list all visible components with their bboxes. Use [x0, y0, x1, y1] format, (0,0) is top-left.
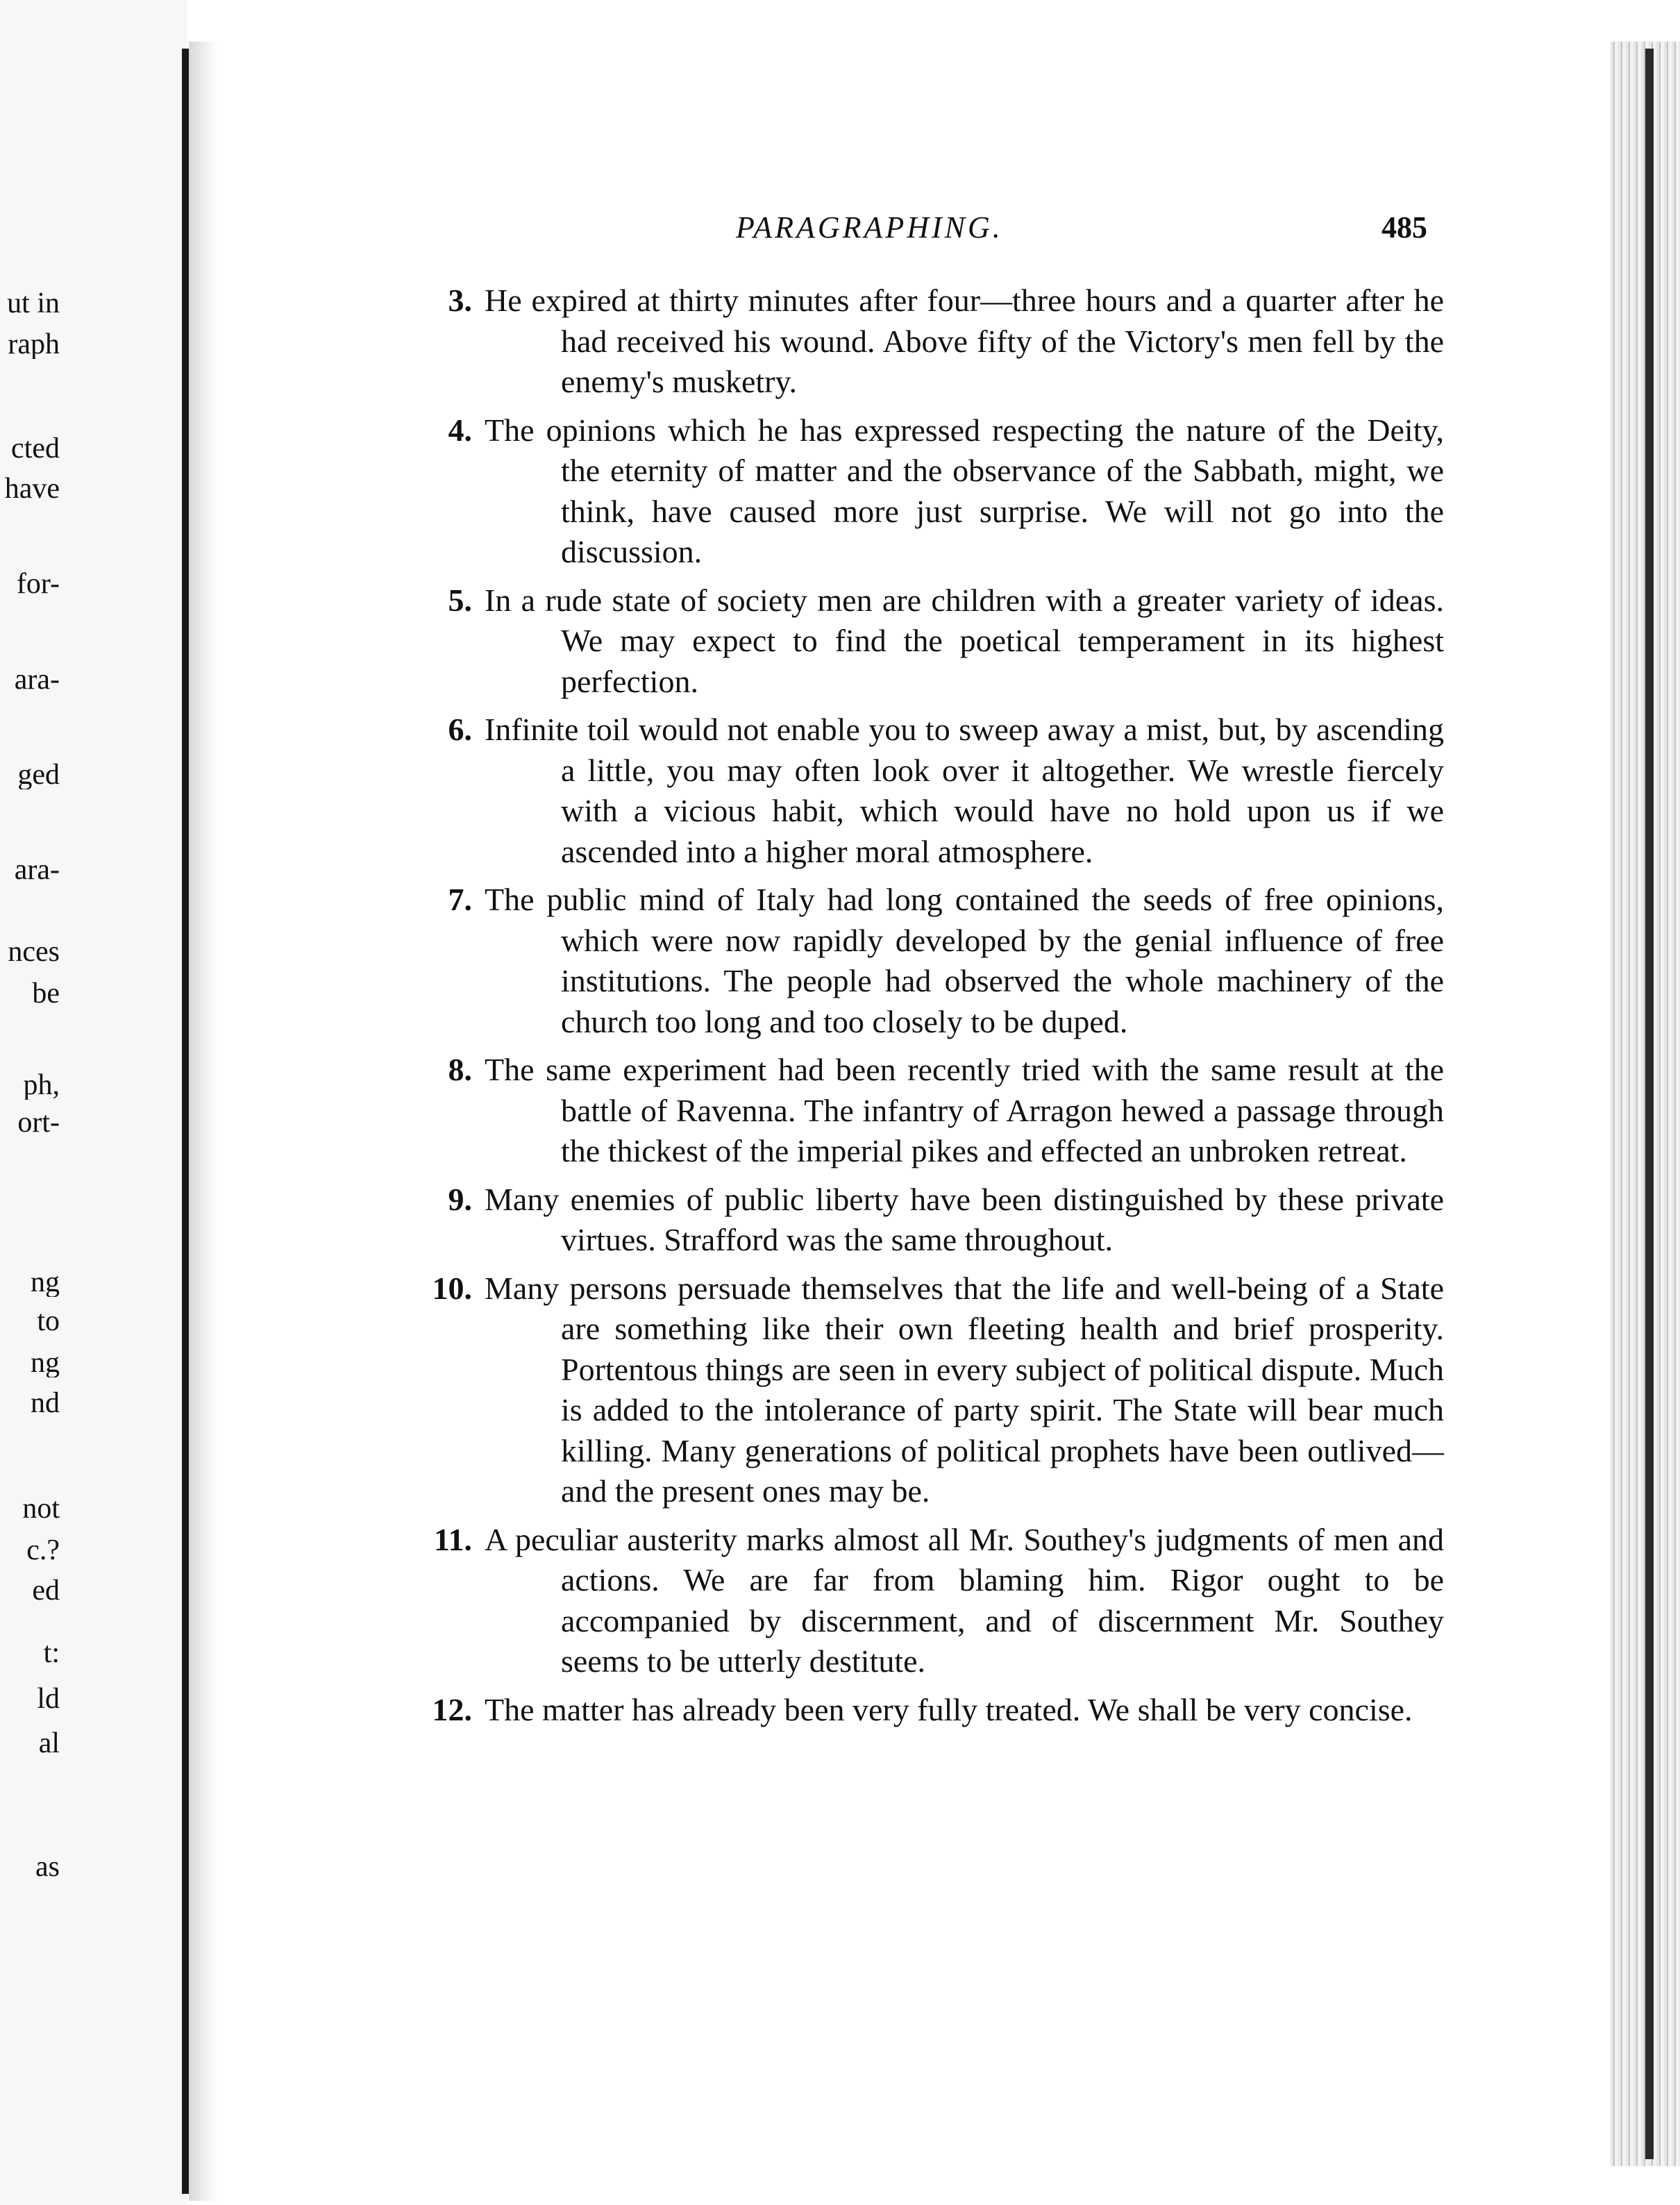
gutter-shadow: [189, 42, 217, 2201]
left-page-fragment: ut in: [7, 289, 60, 318]
left-page-fragment: c.?: [26, 1536, 60, 1565]
left-page-fragment: cted: [11, 434, 60, 463]
left-page-fragment: al: [38, 1729, 60, 1758]
exercise-item: [410, 1268, 1444, 1512]
exercise-text: A peculiar austerity marks almost all Mr. Southey's judgments of men and actions. We are far from blaming him. Rigor ought to be accompanied by discernment, and of discernment Mr. Southey seems to be utterly destitute.: [485, 1521, 1444, 1679]
left-page-fragment: nces: [8, 937, 60, 966]
left-page-fragment: ng: [31, 1268, 60, 1297]
exercise-list: [410, 280, 1444, 1738]
exercise-text: Many enemies of public liberty have been distinguished by these private virtues. Strafford was the same throughout.: [485, 1181, 1444, 1257]
exercise-text: He expired at thirty minutes after four—three hours and a quarter after he had received his wound. Above fifty of the Victory's men fell by the enemy's musketry.: [485, 283, 1444, 399]
exercise-item: [410, 710, 1444, 872]
left-page: [0, 0, 187, 2205]
left-page-fragment: ed: [32, 1576, 60, 1605]
left-page-fragment: t:: [43, 1638, 60, 1668]
left-page-fragment: ng: [31, 1348, 60, 1377]
exercise-number: 12.: [432, 1691, 472, 1727]
exercise-number: 10.: [432, 1270, 472, 1306]
gutter-line: [182, 49, 189, 2194]
left-page-fragment: raph: [8, 330, 60, 359]
exercise-text: The opinions which he has expressed respecting the nature of the Deity, the eternity of matter and the observance of the Sabbath, might, we think, have caused more just surprise. We will not go into the discussion.: [485, 412, 1444, 569]
exercise-text: The public mind of Italy had long contained the seeds of free opinions, which were now rapidly developed by the genial influence of free institutions. The people had observed the whole machinery of the church too long and too closely to be duped.: [485, 882, 1444, 1039]
exercise-item: [410, 1690, 1444, 1731]
left-page-fragment: ort-: [17, 1108, 60, 1137]
left-page-fragment: nd: [31, 1389, 60, 1418]
exercise-item: [410, 1050, 1444, 1172]
exercise-text: Many persons persuade themselves that the life and well-being of a State are something like their own fleeting health and brief prosperity. Portentous things are seen in every subject of political dispute. Much is added to the intolerance of party spirit. The State will bear much killing. Many generations of political prophets have been outlived—and the present ones may be.: [485, 1270, 1444, 1509]
exercise-text: The matter has already been very fully treated. We shall be very concise.: [485, 1691, 1413, 1727]
left-page-fragment: have: [4, 474, 60, 503]
exercise-text: The same experiment had been recently tried with the same result at the battle of Ravenna. The infantry of Arragon hewed a passage through the thickest of the imperial pikes and effected an unbroken retreat.: [485, 1052, 1444, 1168]
left-page-fragment: ara-: [14, 665, 60, 694]
exercise-item: [410, 280, 1444, 403]
running-head: PARAGRAPHING.: [736, 210, 1003, 244]
left-page-fragment: to: [37, 1307, 60, 1336]
exercise-item: [410, 1180, 1444, 1261]
left-page-fragment: ld: [37, 1684, 60, 1713]
exercise-item: [410, 1520, 1444, 1682]
exercise-number: 5.: [448, 582, 472, 618]
exercise-number: 9.: [448, 1181, 472, 1217]
exercise-text: Infinite toil would not enable you to sweep away a mist, but, by ascending a little, you may often look over it altogether. We wrestle fiercely with a vicious habit, which would have no hold upon us if we ascended into a higher moral atmosphere.: [485, 712, 1444, 869]
page-edge-shadow: [1645, 49, 1654, 2159]
left-page-fragment: as: [35, 1852, 60, 1881]
exercise-item: [410, 880, 1444, 1042]
left-page-fragment: for-: [16, 569, 60, 598]
page-number: 485: [1381, 210, 1427, 244]
left-page-fragment: be: [32, 979, 60, 1008]
left-page-fragment: ged: [17, 760, 60, 789]
exercise-number: 6.: [448, 712, 472, 747]
exercise-item: [410, 410, 1444, 573]
exercise-number: 4.: [448, 412, 472, 448]
exercise-number: 8.: [448, 1052, 472, 1087]
exercise-number: 11.: [434, 1521, 472, 1557]
exercise-number: 7.: [448, 882, 472, 917]
exercise-text: In a rude state of society men are children with a greater variety of ideas. We may expect to find the poetical temperament in its highest perfection.: [485, 582, 1444, 699]
exercise-number: 3.: [448, 283, 472, 318]
exercise-item: [410, 580, 1444, 703]
left-page-fragment: ara-: [14, 855, 60, 884]
left-page-fragment: ph,: [23, 1071, 60, 1100]
left-page-fragment: not: [22, 1494, 60, 1523]
